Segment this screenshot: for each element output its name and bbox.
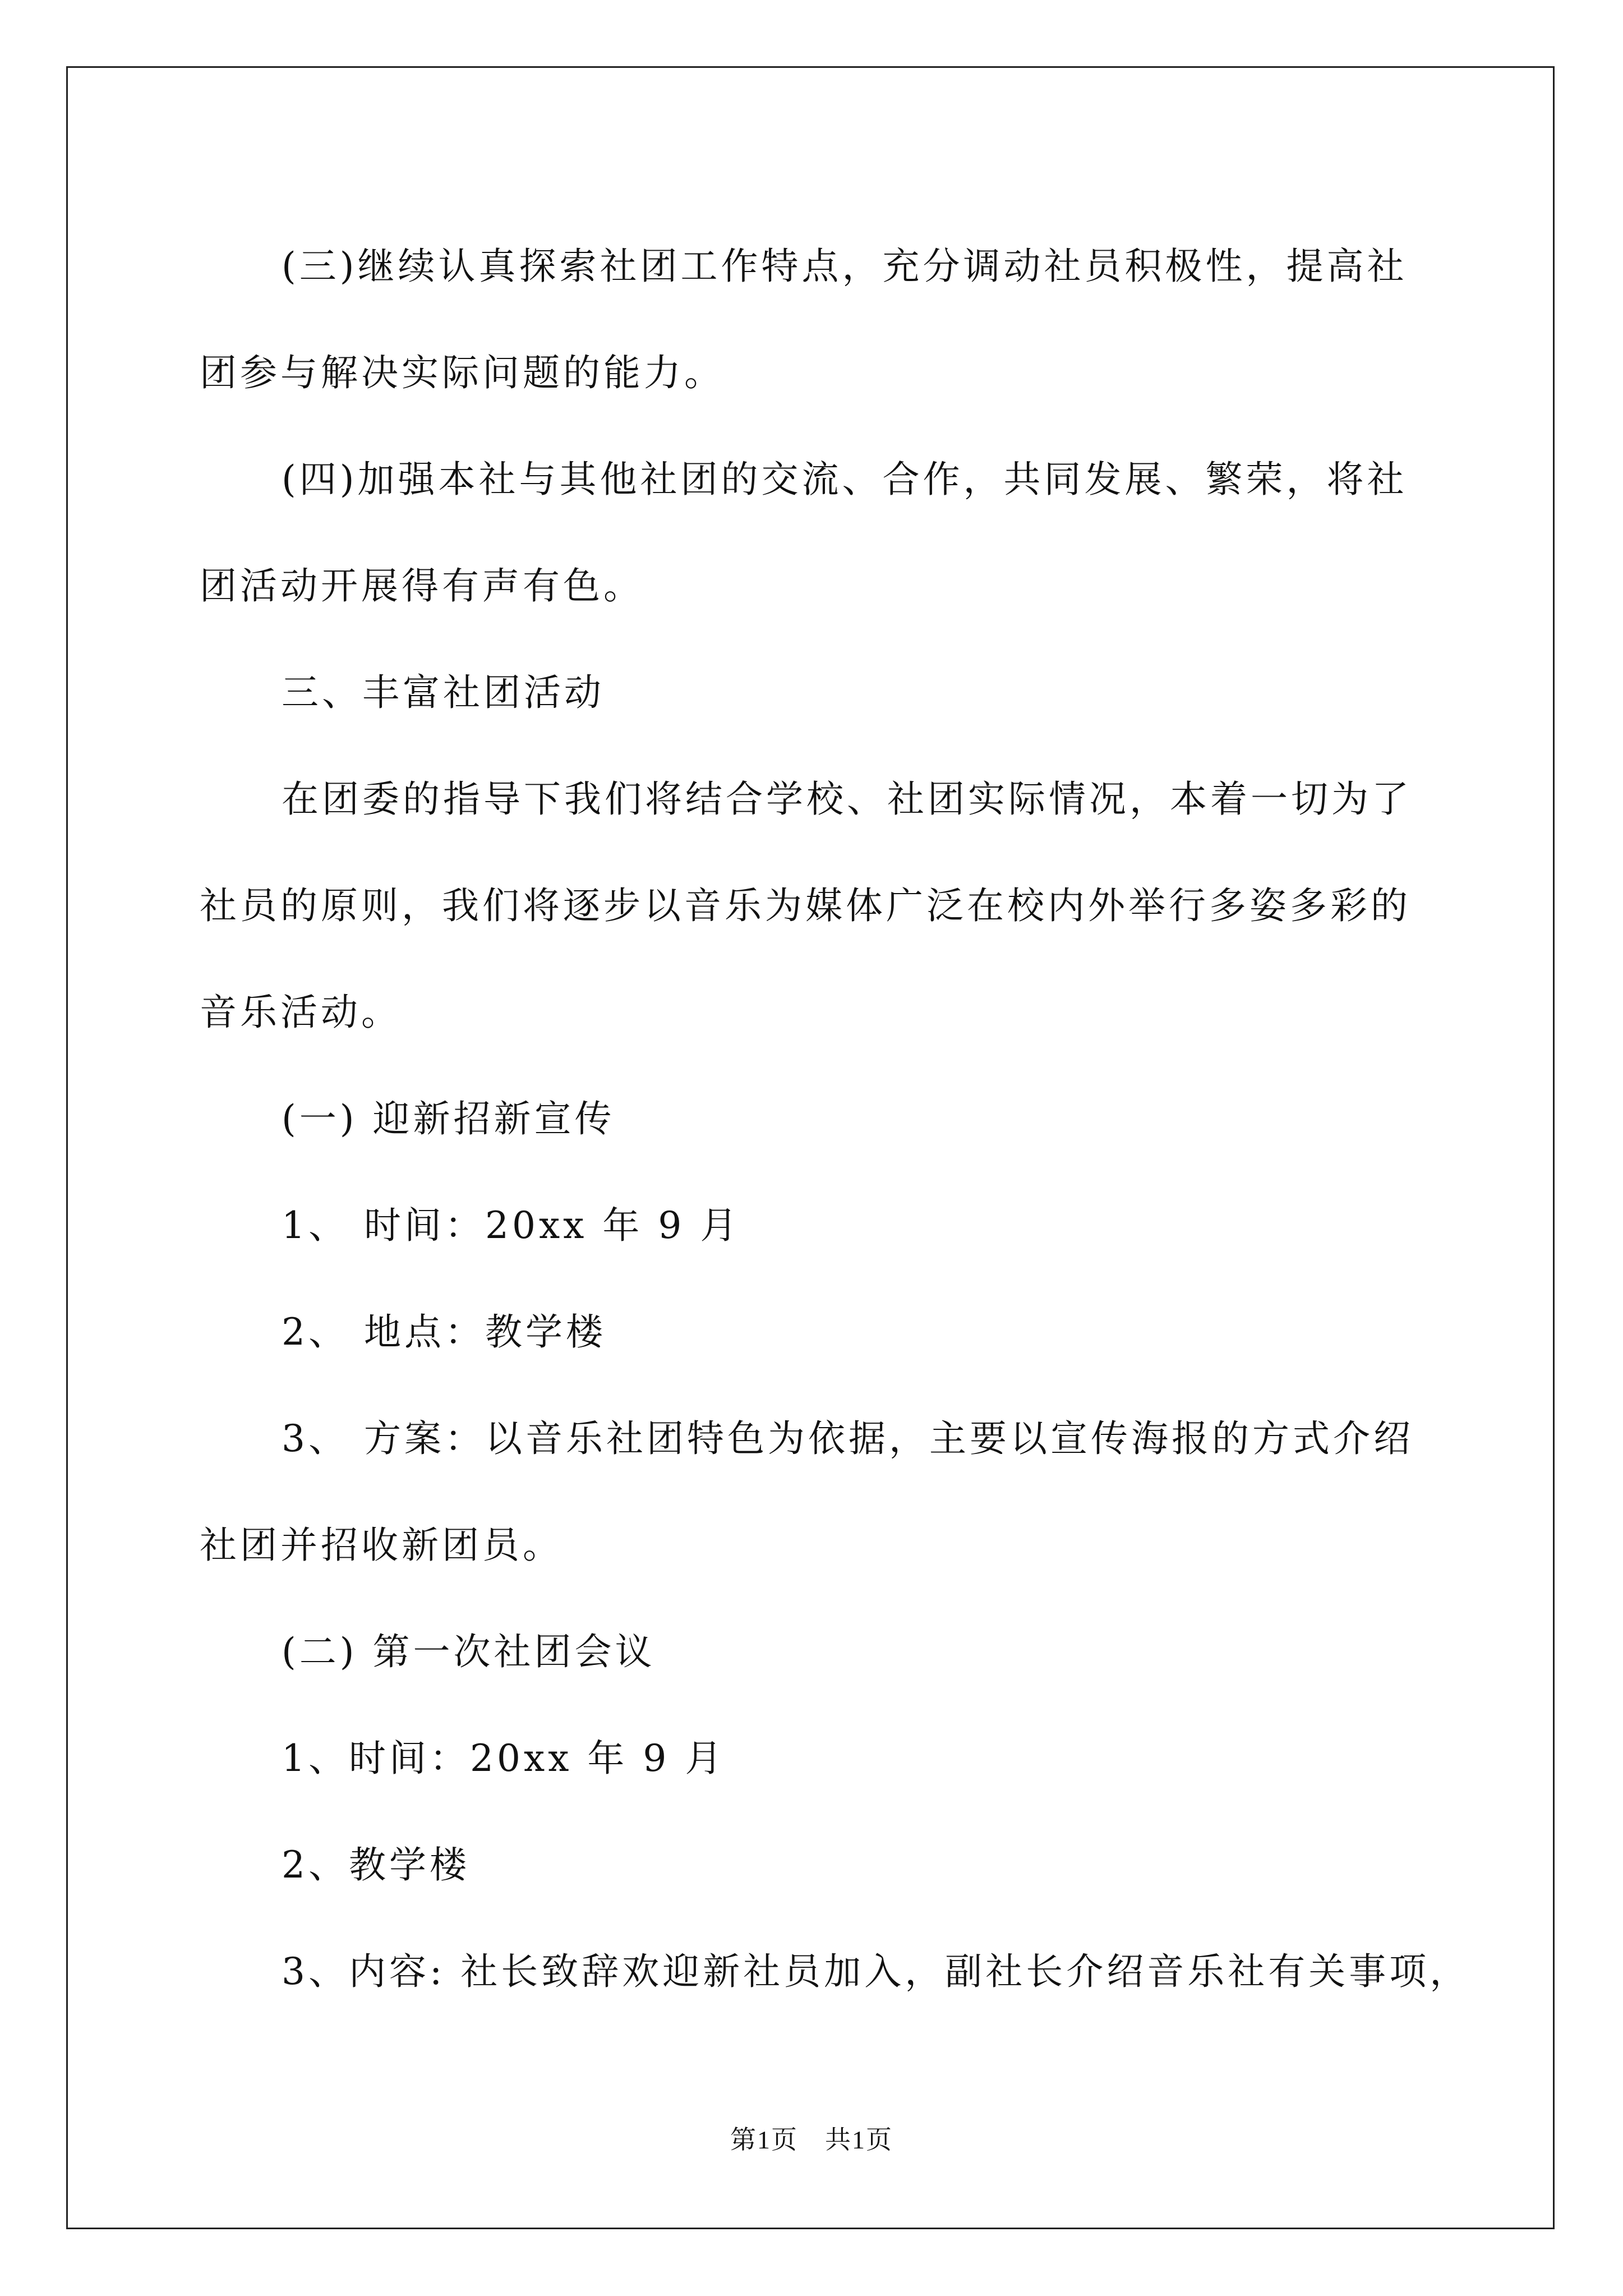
paragraph-4-goal-line-2: 团活动开展得有声有色。 <box>200 564 644 608</box>
recruitment-plan-line-1: 3、 方案：以音乐社团特色为依据，主要以宣传海报的方式介绍 <box>282 1417 1414 1460</box>
meeting-location: 2、教学楼 <box>282 1843 470 1887</box>
intro-paragraph-line-2: 社员的原则，我们将逐步以音乐为媒体广泛在校内外举行多姿多彩的 <box>200 884 1411 927</box>
document-body <box>200 213 1470 2025</box>
subsection-heading-first-meeting: (二) 第一次社团会议 <box>282 1630 656 1673</box>
recruitment-location: 2、 地点：教学楼 <box>282 1310 606 1354</box>
meeting-content: 3、内容: 社长致辞欢迎新社员加入，副社长介绍音乐社有关事项， <box>282 1950 1470 1993</box>
section-heading-activities: 三、丰富社团活动 <box>282 671 605 714</box>
paragraph-4-goal-line-1: (四)加强本社与其他社团的交流、合作，共同发展、繁荣，将社 <box>282 458 1408 501</box>
page-number-footer: 第1页 共1页 <box>730 2125 893 2154</box>
recruitment-time: 1、 时间：20xx 年 9 月 <box>282 1204 741 1247</box>
paragraph-3-goal-line-2: 团参与解决实际问题的能力。 <box>200 351 725 394</box>
recruitment-plan-line-2: 社团并招收新团员。 <box>200 1524 563 1567</box>
meeting-time: 1、时间：20xx 年 9 月 <box>282 1737 726 1780</box>
intro-paragraph-line-1: 在团委的指导下我们将结合学校、社团实际情况，本着一切为了 <box>282 777 1412 821</box>
intro-paragraph-line-3: 音乐活动。 <box>200 991 402 1034</box>
paragraph-3-goal-line-1: (三)继续认真探索社团工作特点，充分调动社员积极性，提高社 <box>282 245 1408 288</box>
subsection-heading-recruitment: (一) 迎新招新宣传 <box>282 1097 615 1140</box>
